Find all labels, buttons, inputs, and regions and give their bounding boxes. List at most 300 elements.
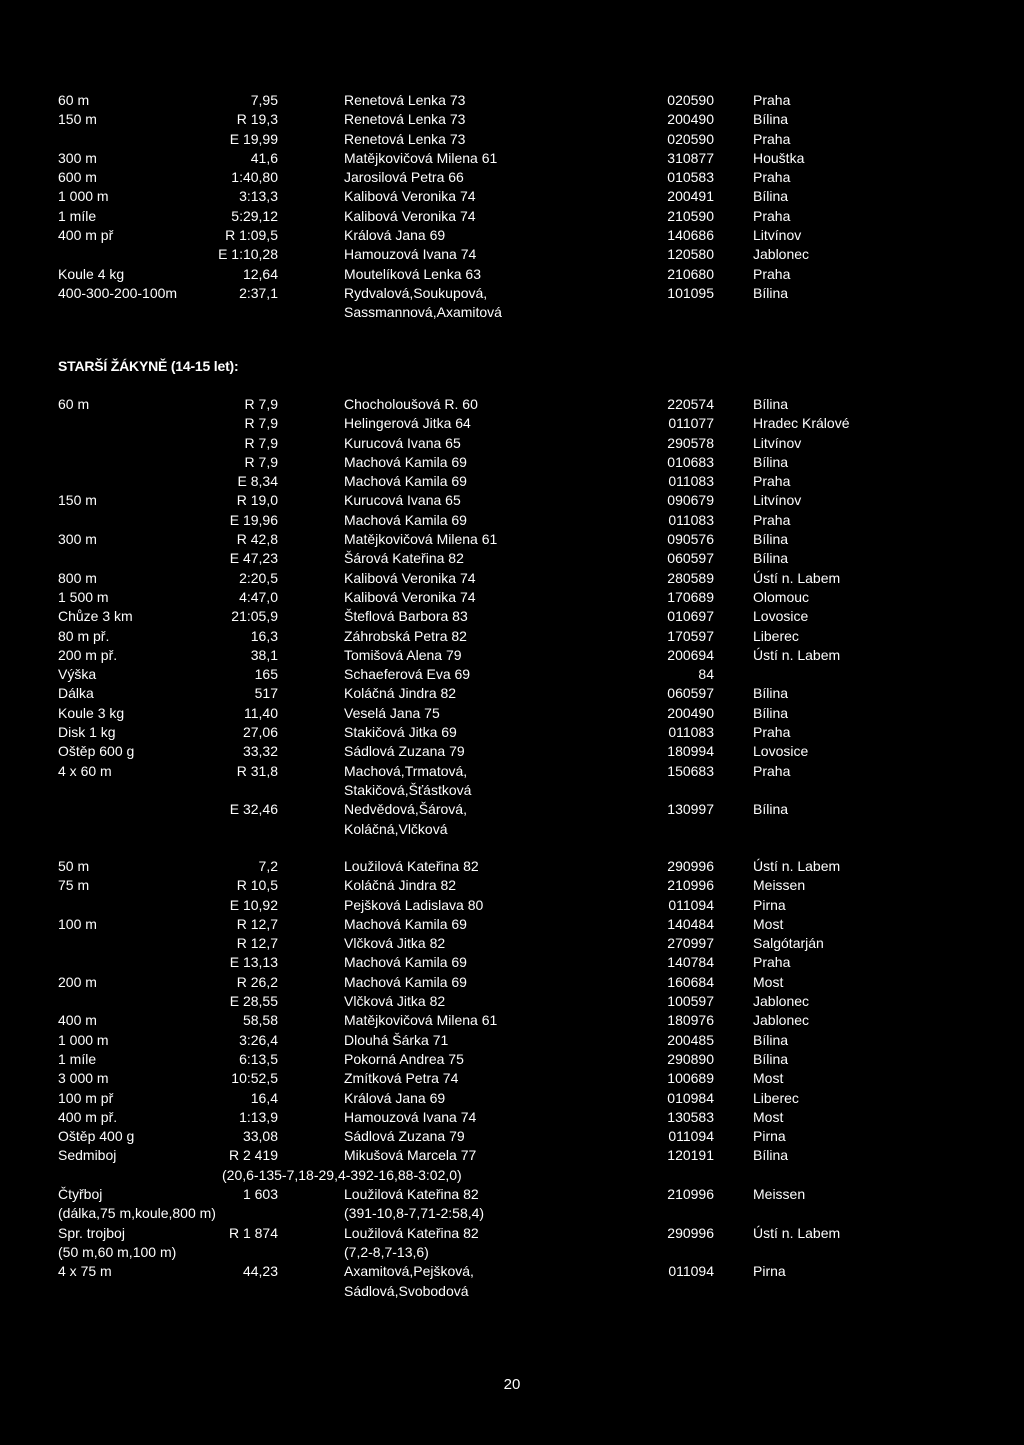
athlete-cell: Machová Kamila 69 (344, 954, 467, 971)
table-row (0, 130, 1024, 149)
table-row (0, 511, 1024, 530)
result-cell: 5:29,12 (231, 207, 278, 224)
table-row (0, 953, 1024, 972)
result-cell: 16,3 (250, 627, 278, 644)
table-row (0, 453, 1024, 472)
result-cell: 38,1 (250, 646, 278, 663)
date-cell: 011094 (668, 1128, 714, 1145)
date-cell: 160684 (667, 973, 714, 990)
result-cell: R 42,8 (236, 531, 278, 548)
result-cell: 41,6 (250, 149, 278, 166)
table-row (0, 395, 1024, 414)
table-row (0, 303, 1024, 322)
table-row (0, 91, 1024, 110)
place-cell: Lovosice (753, 608, 809, 625)
athlete-cell: Nedvědová,Šárová, (344, 801, 467, 818)
result-cell: R 2 419 (228, 1147, 278, 1164)
table-row (0, 800, 1024, 819)
place-cell: Most (753, 1108, 784, 1125)
place-cell: Praha (753, 954, 791, 971)
place-cell: Olomouc (753, 588, 810, 605)
table-row (0, 265, 1024, 284)
date-cell: 210996 (667, 1186, 714, 1203)
place-cell: Most (753, 1070, 784, 1087)
discipline-cell: 50 m (58, 858, 90, 874)
date-cell: 280589 (667, 569, 714, 586)
place-cell: Praha (753, 265, 791, 282)
result-cell: 44,23 (242, 1263, 278, 1280)
records-table-top (0, 91, 1024, 323)
result-cell: R 19,3 (236, 111, 278, 128)
place-cell: Bílina (753, 550, 789, 567)
result-cell: 7,2 (258, 858, 278, 874)
result-cell: 33,32 (242, 743, 278, 760)
discipline-cell: (dálka,75 m,koule,800 m) (58, 1205, 216, 1222)
athlete-cell: Rydvalová,Soukupová, (344, 284, 488, 301)
athlete-cell: (391-10,8-7,71-2:58,4) (344, 1205, 485, 1222)
athlete-cell: Matějkovičová Milena 61 (344, 149, 498, 166)
athlete-cell: Helingerová Jitka 64 (344, 415, 471, 432)
athlete-cell: Kalibová Veronika 74 (344, 188, 476, 205)
table-row (0, 284, 1024, 303)
table-row (0, 569, 1024, 588)
result-cell: R 7,9 (244, 434, 278, 451)
page-number: 20 (503, 1376, 521, 1393)
athlete-cell: Kurucová Ivana 65 (344, 434, 461, 451)
athlete-cell: Pokorná Andrea 75 (344, 1050, 464, 1067)
place-cell: Salgótarján (753, 935, 824, 952)
place-cell: Pirna (753, 1128, 786, 1145)
discipline-cell: 400 m (58, 1012, 97, 1029)
table-row (0, 684, 1024, 703)
table-row (0, 646, 1024, 665)
athlete-cell: Zmítková Petra 74 (344, 1070, 459, 1087)
table-row (0, 207, 1024, 226)
table-row (0, 1282, 1024, 1301)
date-cell: 210590 (667, 207, 714, 224)
result-cell: R 1:09,5 (225, 227, 278, 244)
place-cell: Pirna (753, 1263, 786, 1280)
place-cell: Praha (753, 511, 791, 528)
place-cell: Ústí n. Labem (753, 1224, 841, 1241)
table-row (0, 472, 1024, 491)
discipline-cell: Oštěp 400 g (58, 1128, 135, 1145)
date-cell: 200491 (667, 188, 714, 205)
table-row (0, 245, 1024, 264)
result-cell: E 19,99 (229, 130, 278, 147)
place-cell: Most (753, 973, 784, 990)
table-row (0, 187, 1024, 206)
table-row (0, 723, 1024, 742)
athlete-cell: Šteflová Barbora 83 (344, 608, 468, 625)
date-cell: 200490 (667, 111, 714, 128)
discipline-cell: 3 000 m (58, 1070, 109, 1087)
date-cell: 011094 (668, 896, 714, 913)
place-cell: Hradec Králové (753, 415, 850, 432)
result-cell: 6:13,5 (239, 1050, 278, 1067)
table-row (0, 665, 1024, 684)
date-cell: 290996 (667, 858, 714, 874)
result-cell: 1 603 (242, 1186, 278, 1203)
result-cell: R 7,9 (244, 453, 278, 470)
place-cell: Bílina (753, 801, 789, 818)
athlete-cell: Loužilová Kateřina 82 (344, 1186, 479, 1203)
table-row (0, 1243, 1024, 1262)
result-cell: E 8,34 (237, 473, 278, 490)
date-cell: 290996 (667, 1224, 714, 1241)
date-cell: 011083 (668, 724, 714, 741)
athlete-cell: Sádlová Zuzana 79 (344, 1128, 465, 1145)
date-cell: 200694 (667, 646, 714, 663)
discipline-cell: 400 m př (58, 227, 114, 244)
athlete-cell: Machová,Trmatová, (344, 762, 468, 779)
date-cell: 130997 (667, 801, 714, 818)
athlete-cell: Loužilová Kateřina 82 (344, 858, 479, 874)
athlete-cell: Renetová Lenka 73 (344, 92, 466, 108)
date-cell: 090576 (667, 531, 714, 548)
date-cell: 210680 (667, 265, 714, 282)
athlete-cell: Sádlová,Svobodová (344, 1282, 469, 1299)
table-row (0, 973, 1024, 992)
table-row (0, 1069, 1024, 1088)
result-cell: R 10,5 (236, 877, 278, 894)
discipline-cell: Oštěp 600 g (58, 743, 135, 760)
athlete-cell: Matějkovičová Milena 61 (344, 1012, 498, 1029)
date-cell: 010683 (667, 453, 714, 470)
discipline-cell: 400 m př. (58, 1108, 118, 1125)
discipline-cell: 1 000 m (58, 188, 109, 205)
date-cell: 290890 (667, 1050, 714, 1067)
table-row (0, 110, 1024, 129)
date-cell: 020590 (667, 92, 714, 108)
table-row (0, 414, 1024, 433)
result-cell: 2:37,1 (239, 284, 278, 301)
result-cell: 10:52,5 (231, 1070, 278, 1087)
place-cell: Most (753, 915, 784, 932)
result-cell: E 47,23 (229, 550, 278, 567)
place-cell: Ústí n. Labem (753, 858, 841, 874)
date-cell: 010984 (667, 1089, 714, 1106)
discipline-cell: Koule 4 kg (58, 265, 125, 282)
athlete-cell: Hamouzová Ivana 74 (344, 246, 477, 263)
table-row (0, 588, 1024, 607)
records-table-bottom (0, 857, 1024, 1301)
table-row (0, 781, 1024, 800)
date-cell: 011077 (668, 415, 714, 432)
discipline-cell: 4 x 75 m (58, 1263, 112, 1280)
athlete-cell: Pejšková Ladislava 80 (344, 896, 484, 913)
date-cell: 180976 (667, 1012, 714, 1029)
place-cell: Praha (753, 207, 791, 224)
result-cell: E 32,46 (229, 801, 278, 818)
date-cell: 090679 (667, 492, 714, 509)
table-row (0, 226, 1024, 245)
table-row (0, 1224, 1024, 1243)
athlete-cell: Koláčná Jindra 82 (344, 685, 457, 702)
place-cell: Bílina (753, 188, 789, 205)
discipline-cell: 1 000 m (58, 1031, 109, 1048)
result-cell: R 31,8 (236, 762, 278, 779)
result-cell: 1:40,80 (231, 169, 278, 186)
table-row (0, 1262, 1024, 1281)
place-cell: Bílina (753, 396, 789, 412)
date-cell: 020590 (667, 130, 714, 147)
discipline-cell: Čtyřboj (58, 1186, 103, 1203)
table-row (0, 607, 1024, 626)
place-cell: Meissen (753, 877, 806, 894)
discipline-cell: 150 m (58, 111, 97, 128)
result-cell: E 10,92 (229, 896, 278, 913)
athlete-cell: Koláčná,Vlčková (344, 820, 448, 837)
place-cell: Praha (753, 92, 791, 108)
athlete-cell: Sassmannová,Axamitová (344, 304, 502, 321)
date-cell: 130583 (667, 1108, 714, 1125)
discipline-cell: 100 m př (58, 1089, 114, 1106)
date-cell: 100689 (667, 1070, 714, 1087)
athlete-cell: Veselá Jana 75 (344, 704, 440, 721)
result-cell: 3:26,4 (239, 1031, 278, 1048)
result-cell: 11,40 (244, 704, 278, 721)
athlete-cell: Machová Kamila 69 (344, 511, 467, 528)
table-row (0, 168, 1024, 187)
place-cell: Praha (753, 473, 791, 490)
date-cell: 84 (698, 666, 714, 683)
result-cell: R 19,0 (236, 492, 278, 509)
discipline-cell: 300 m (58, 149, 97, 166)
table-row (0, 149, 1024, 168)
place-cell: Bílina (753, 685, 789, 702)
place-cell: Pirna (753, 896, 786, 913)
date-cell: 200490 (667, 704, 714, 721)
athlete-cell: Matějkovičová Milena 61 (344, 531, 498, 548)
discipline-cell: Dálka (58, 685, 94, 702)
table-row (0, 627, 1024, 646)
athlete-cell: Renetová Lenka 73 (344, 130, 466, 147)
athlete-cell: Koláčná Jindra 82 (344, 877, 457, 894)
athlete-cell: Moutelíková Lenka 63 (344, 265, 481, 282)
athlete-cell: Králová Jana 69 (344, 1089, 446, 1106)
result-cell: R 26,2 (236, 973, 278, 990)
athlete-cell: Dlouhá Šárka 71 (344, 1031, 449, 1048)
date-cell: 120580 (667, 246, 714, 263)
result-cell: E 28,55 (229, 993, 278, 1010)
table-row (0, 1166, 1024, 1185)
result-cell: 33,08 (242, 1128, 278, 1145)
date-cell: 170597 (667, 627, 714, 644)
result-cell: 1:13,9 (239, 1108, 278, 1125)
result-cell: 58,58 (242, 1012, 278, 1029)
table-row (0, 1185, 1024, 1204)
discipline-cell: 75 m (58, 877, 90, 894)
discipline-cell: Sedmiboj (58, 1147, 117, 1164)
athlete-cell: Axamitová,Pejšková, (344, 1263, 474, 1280)
discipline-cell: 200 m př. (58, 646, 118, 663)
discipline-cell: 300 m (58, 531, 97, 548)
table-row (0, 1146, 1024, 1165)
place-cell: Praha (753, 169, 791, 186)
place-cell: Bílina (753, 531, 789, 548)
table-row (0, 1031, 1024, 1050)
athlete-cell: Šárová Kateřina 82 (344, 550, 464, 567)
athlete-cell: Schaeferová Eva 69 (344, 666, 471, 683)
athlete-cell: Záhrobská Petra 82 (344, 627, 467, 644)
place-cell: Ústí n. Labem (753, 646, 841, 663)
table-row (0, 934, 1024, 953)
athlete-cell: Hamouzová Ivana 74 (344, 1108, 477, 1125)
result-cell: 517 (254, 685, 278, 702)
discipline-cell: 60 m (58, 396, 90, 412)
table-row (0, 1108, 1024, 1127)
date-cell: 170689 (667, 588, 714, 605)
athlete-cell: Králová Jana 69 (344, 227, 446, 244)
place-cell: Litvínov (753, 434, 802, 451)
place-cell: Jablonec (753, 1012, 810, 1029)
table-row (0, 992, 1024, 1011)
discipline-cell: 200 m (58, 973, 97, 990)
date-cell: 220574 (667, 396, 714, 412)
table-row (0, 876, 1024, 895)
result-cell: 27,06 (242, 724, 278, 741)
discipline-cell: Výška (58, 666, 97, 683)
discipline-cell: Koule 3 kg (58, 704, 125, 721)
date-cell: 011083 (668, 473, 714, 490)
discipline-cell: 600 m (58, 169, 97, 186)
result-cell: 21:05,9 (231, 608, 278, 625)
date-cell: 101095 (667, 284, 714, 301)
date-cell: 150683 (667, 762, 714, 779)
result-cell: E 1:10,28 (218, 246, 278, 263)
table-row (0, 1204, 1024, 1223)
discipline-cell: 1 míle (58, 207, 97, 224)
table-row (0, 820, 1024, 839)
athlete-cell: Chocholoušová R. 60 (344, 396, 478, 412)
place-cell: Praha (753, 724, 791, 741)
date-cell: 290578 (667, 434, 714, 451)
table-row (0, 742, 1024, 761)
table-row (0, 1050, 1024, 1069)
place-cell: Jablonec (753, 993, 810, 1010)
date-cell: 140686 (667, 227, 714, 244)
discipline-cell: 150 m (58, 492, 97, 509)
place-cell: Praha (753, 762, 791, 779)
result-cell: R 1 874 (228, 1224, 278, 1241)
date-cell: 120191 (667, 1147, 714, 1164)
athlete-cell: Kalibová Veronika 74 (344, 588, 476, 605)
discipline-cell: 60 m (58, 92, 90, 108)
place-cell: Bílina (753, 284, 789, 301)
athlete-cell: Machová Kamila 69 (344, 453, 467, 470)
table-row (0, 549, 1024, 568)
result-cell: (20,6-135-7,18-29,4-392-16,88-3:02,0) (222, 1166, 462, 1183)
place-cell: Litvínov (753, 492, 802, 509)
result-cell: R 12,7 (236, 935, 278, 952)
table-row (0, 704, 1024, 723)
date-cell: 011083 (668, 511, 714, 528)
date-cell: 310877 (667, 149, 714, 166)
table-row (0, 491, 1024, 510)
result-cell: R 12,7 (236, 915, 278, 932)
place-cell: Houštka (753, 149, 805, 166)
result-cell: R 7,9 (244, 415, 278, 432)
date-cell: 010697 (667, 608, 714, 625)
result-cell: 165 (254, 666, 278, 683)
table-row (0, 896, 1024, 915)
result-cell: R 7,9 (244, 396, 278, 412)
athlete-cell: Renetová Lenka 73 (344, 111, 466, 128)
discipline-cell: (50 m,60 m,100 m) (58, 1243, 177, 1260)
place-cell: Liberec (753, 1089, 799, 1106)
date-cell: 100597 (667, 993, 714, 1010)
athlete-cell: Kalibová Veronika 74 (344, 207, 476, 224)
discipline-cell: Chůze 3 km (58, 608, 133, 625)
discipline-cell: Spr. trojboj (58, 1224, 125, 1241)
place-cell: Bílina (753, 111, 789, 128)
athlete-cell: Machová Kamila 69 (344, 915, 467, 932)
date-cell: 140784 (667, 954, 714, 971)
athlete-cell: Kalibová Veronika 74 (344, 569, 476, 586)
discipline-cell: 800 m (58, 569, 97, 586)
result-cell: 16,4 (250, 1089, 278, 1106)
discipline-cell: 100 m (58, 915, 97, 932)
date-cell: 270997 (667, 935, 714, 952)
athlete-cell: Stakičová,Šťástková (344, 781, 472, 798)
discipline-cell: 1 500 m (58, 588, 109, 605)
athlete-cell: Jarosilová Petra 66 (344, 169, 464, 186)
athlete-cell: Vlčková Jitka 82 (344, 993, 446, 1010)
athlete-cell: Loužilová Kateřina 82 (344, 1224, 479, 1241)
table-row (0, 915, 1024, 934)
place-cell: Bílina (753, 453, 789, 470)
date-cell: 140484 (667, 915, 714, 932)
date-cell: 180994 (667, 743, 714, 760)
place-cell: Bílina (753, 704, 789, 721)
table-row (0, 1011, 1024, 1030)
athlete-cell: Tomišová Alena 79 (344, 646, 462, 663)
place-cell: Praha (753, 130, 791, 147)
place-cell: Bílina (753, 1050, 789, 1067)
place-cell: Jablonec (753, 246, 810, 263)
date-cell: 011094 (668, 1263, 714, 1280)
result-cell: 2:20,5 (239, 569, 278, 586)
section-heading: STARŠÍ ŽÁKYNĚ (14-15 let): (58, 358, 239, 374)
athlete-cell: Mikušová Marcela 77 (344, 1147, 477, 1164)
place-cell: Bílina (753, 1031, 789, 1048)
result-cell: 12,64 (242, 265, 278, 282)
athlete-cell: Sádlová Zuzana 79 (344, 743, 465, 760)
place-cell: Ústí n. Labem (753, 569, 841, 586)
place-cell: Liberec (753, 627, 799, 644)
discipline-cell: 4 x 60 m (58, 762, 112, 779)
table-row (0, 857, 1024, 876)
result-cell: 7,95 (250, 92, 278, 108)
table-row (0, 762, 1024, 781)
athlete-cell: Stakičová Jitka 69 (344, 724, 457, 741)
date-cell: 200485 (667, 1031, 714, 1048)
place-cell: Meissen (753, 1186, 806, 1203)
records-table-starsi (0, 395, 1024, 839)
result-cell: E 19,96 (229, 511, 278, 528)
table-row (0, 530, 1024, 549)
table-row (0, 1127, 1024, 1146)
place-cell: Litvínov (753, 227, 802, 244)
discipline-cell: 80 m př. (58, 627, 110, 644)
place-cell: Lovosice (753, 743, 809, 760)
discipline-cell: Disk 1 kg (58, 724, 116, 741)
result-cell: 4:47,0 (239, 588, 278, 605)
date-cell: 010583 (667, 169, 714, 186)
result-cell: 3:13,3 (239, 188, 278, 205)
discipline-cell: 1 míle (58, 1050, 97, 1067)
